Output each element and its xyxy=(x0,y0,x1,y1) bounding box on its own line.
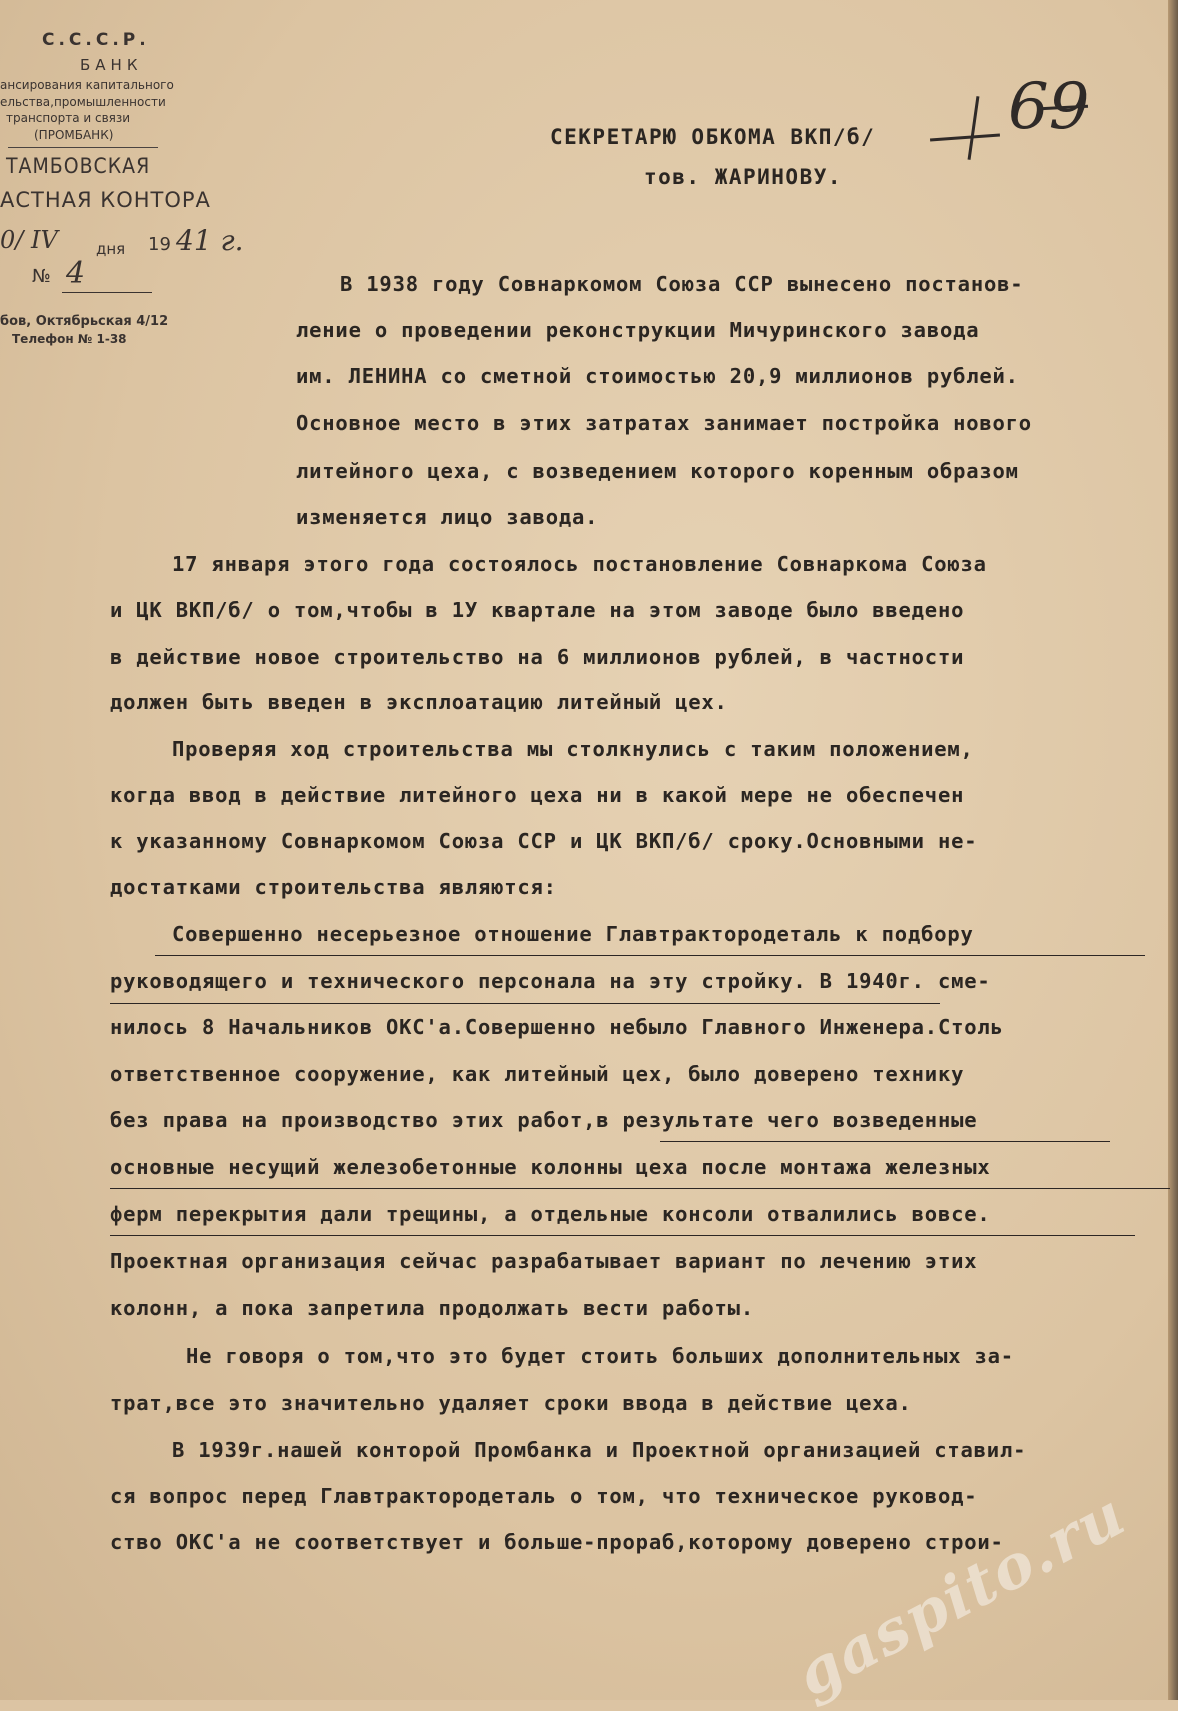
stamp-divider xyxy=(8,147,158,148)
hand-underline xyxy=(110,1003,940,1004)
body-line-underlined: основные несущий железобетонные колонны цеха после монтажа железных xyxy=(110,1155,991,1179)
page-edge xyxy=(1168,0,1178,1700)
body-line: Не говоря о том,что это будет стоить больших дополнительных за- xyxy=(186,1344,1014,1368)
body-line: Основное место в этих затратах занимает постройка нового xyxy=(296,411,1032,435)
body-line: нилось 8 Начальников ОКС'а.Совершенно небыло Главного Инженера.Столь xyxy=(110,1015,1004,1039)
stamp-line-1: ансирования капитального xyxy=(0,78,174,92)
hand-underline xyxy=(110,1235,1135,1236)
stamp-ussr: С.С.С.Р. xyxy=(42,30,150,50)
body-line: В 1938 году Совнаркомом Союза ССР вынесено постанов- xyxy=(340,272,1024,296)
body-line: литейного цеха, с возведением которого коренным образом xyxy=(296,459,1019,483)
stamp-line-4: (ПРОМБАНК) xyxy=(34,128,114,142)
site-watermark: gaspito.ru xyxy=(784,1479,1138,1711)
page-number-dash-left xyxy=(930,134,1000,142)
body-line: им. ЛЕНИНА со сметной стоимостью 20,9 миллионов рублей. xyxy=(296,364,1019,388)
body-line: без права на производство этих работ,в результате чего возведенные xyxy=(110,1108,978,1132)
body-line: ство ОКС'а не соответствует и больше-прораб,которому доверено строи- xyxy=(110,1530,1004,1554)
stamp-address-1: бов, Октябрьская 4/12 xyxy=(0,314,169,329)
body-line: колонн, а пока запретила продолжать вести работы. xyxy=(110,1296,754,1320)
stamp-number-line xyxy=(62,292,152,293)
stamp-number-label: № xyxy=(32,266,51,287)
addressee-title: СЕКРЕТАРЮ ОБКОМА ВКП/б/ xyxy=(550,125,876,149)
hand-underline xyxy=(155,955,1145,956)
body-line: должен быть введен в эксплоатацию литейный цех. xyxy=(110,690,728,714)
body-line: когда ввод в действие литейного цеха ни в какой мере не обеспечен xyxy=(110,783,965,807)
body-line: ответственное сооружение, как литейный цех, было доверено технику xyxy=(110,1062,965,1086)
stamp-line-3: транспорта и связи xyxy=(6,111,131,125)
body-line: трат,все это значительно удаляет сроки ввода в действие цеха. xyxy=(110,1391,912,1415)
body-line: Проектная организация сейчас разрабатывает вариант по лечению этих xyxy=(110,1249,978,1273)
body-line-underlined: руководящего и технического персонала на эту стройку. В 1940г. сме- xyxy=(110,969,991,993)
body-line: ся вопрос перед Главтрактородеталь о том, что техническое руковод- xyxy=(110,1484,978,1508)
page-number-stroke xyxy=(968,96,980,160)
body-line: изменяется лицо завода. xyxy=(296,505,599,529)
bank-stamp xyxy=(0,28,244,358)
body-line-underlined: ферм перекрытия дали трещины, а отдельные консоли отвалились вовсе. xyxy=(110,1202,991,1226)
stamp-tambov: ТАМБОВСКАЯ xyxy=(6,154,151,178)
body-line: В 1939г.нашей конторой Промбанка и Проектной организацией ставил- xyxy=(172,1438,1027,1462)
stamp-oblast: АСТНАЯ КОНТОРА xyxy=(0,188,211,212)
body-line: достатками строительства являются: xyxy=(110,875,557,899)
body-line: 17 января этого года состоялось постановление Совнаркома Союза xyxy=(172,552,987,576)
body-line: Проверяя ход строительства мы столкнулись с таким положением, xyxy=(172,737,974,761)
body-line: ление о проведении реконструкции Мичуринского завода xyxy=(296,318,980,342)
addressee-name: тов. ЖАРИНОВУ. xyxy=(644,165,843,189)
body-line: и ЦК ВКП/б/ о том,чтобы в 1У квартале на этом заводе было введено xyxy=(110,598,965,622)
stamp-year: 19 xyxy=(148,234,171,255)
stamp-number-handwritten: 4 xyxy=(66,256,86,291)
hand-underline xyxy=(110,1188,1170,1189)
stamp-line-2: ельства,промышленности xyxy=(0,95,166,109)
hand-underline xyxy=(660,1141,1110,1142)
stamp-date: 0/ IV xyxy=(0,226,58,254)
stamp-address-2: Телефон № 1-38 xyxy=(12,332,127,346)
body-line: в действие новое строительство на 6 миллионов рублей, в частности xyxy=(110,645,965,669)
page-number: 69 xyxy=(1008,70,1090,144)
body-line: к указанному Совнаркомом Союза ССР и ЦК ВКП/б/ сроку.Основными не- xyxy=(110,829,978,853)
stamp-day-label: дня xyxy=(96,240,126,258)
stamp-year-handwritten: 41 г. xyxy=(176,224,244,257)
stamp-bank: БАНК xyxy=(80,56,143,74)
body-line-underlined: Совершенно несерьезное отношение Главтрактородеталь к подбору xyxy=(172,922,974,946)
